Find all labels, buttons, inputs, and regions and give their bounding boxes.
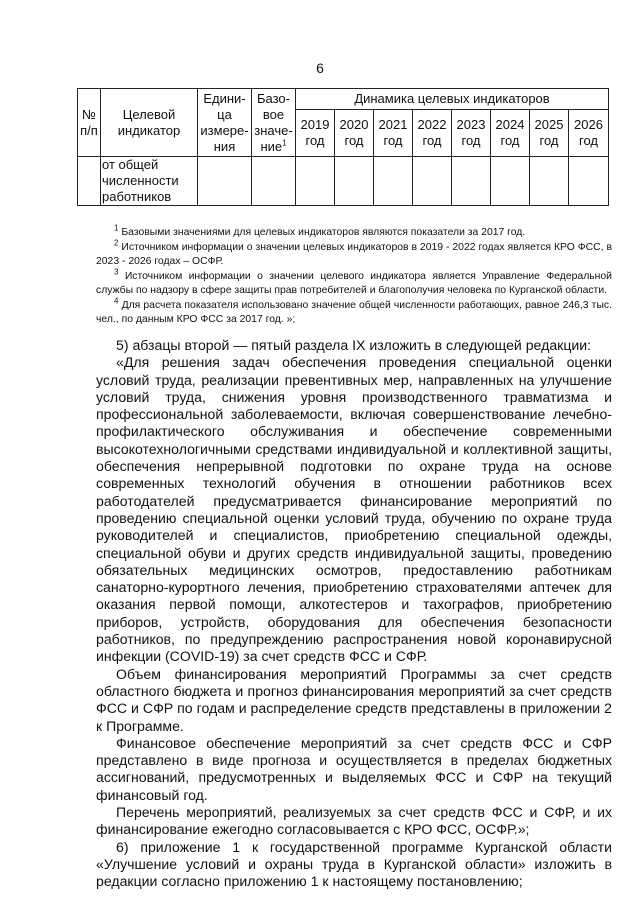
header-year: 2025 год [530,110,569,157]
footnote [96,296,612,328]
header-num: № п/п [78,89,101,157]
header-year: 2019 год [296,110,335,157]
page-number: 6 [316,60,324,76]
row-value [530,157,569,206]
row-value [296,157,335,206]
footnote-text: Источником информации о значении целевых индикаторов в 2019 - 2022 годах является КРО ФСС, в 2023 - 2026 годах – ОСФР. [96,241,612,267]
header-indicator: Целевой индикатор [101,89,198,157]
footnote-marker: 1 [114,223,119,233]
footnote-marker: 2 [114,238,119,248]
footnote-marker: 3 [114,267,119,277]
row-num [78,157,101,206]
footnote-text: Базовыми значениями для целевых индикаторов являются показатели за 2017 год. [118,227,526,238]
row-unit [198,157,252,206]
row-base [252,157,296,206]
row-value [335,157,374,206]
paragraph: 6) приложение 1 к государственной программе Курганской области «Улучшение условий и охраны труда в Курганской области» изложить в редакции согласно приложению 1 к настоящему постановлению; [96,838,612,890]
footnotes [96,223,612,328]
row-value [374,157,413,206]
document-body [96,337,612,891]
paragraph: Финансовое обеспечение мероприятий за счет средств ФСС и СФР представлено в виде прогноза и осуществляется в пределах бюджетных ассигнований, предусмотренных и выделяемых ФСС и СФР на текущий финансовый год. [96,734,612,803]
header-unit: Едини-ца измере-ния [198,89,252,157]
header-year: 2021 год [374,110,413,157]
paragraph: Перечень мероприятий, реализуемых за счет средств ФСС и СФР, и их финансирование ежегодно согласовывается с КРО ФСС, ОСФР.»; [96,804,612,838]
header-dynamics: Динамика целевых индикаторов [296,89,609,110]
row-value [569,157,609,206]
paragraph: Объем финансирования мероприятий Программы за счет средств областного бюджета и прогноз финансирования мероприятий за счет средств ФСС и СФР по годам и распределение средств представлены в приложении 2 к Программе. [96,665,612,734]
footnote [96,267,612,299]
row-indicator: от общей численности работников [101,157,198,206]
table-row [78,157,609,206]
header-base-label: Базо-вое значе-ние [254,90,293,154]
paragraph: «Для решения задач обеспечения проведения специальной оценки условий труда, реализации превентивных мер, направленных на улучшение условий труда, снижения уровня производственного травматизма и профессиональной заболеваемости, включая совершенствование лечебно-профилактического обслуживания и обеспечение современными высокотехнологичными средствами индивидуальной и коллективной защиты, обеспечения непрерывной подготовки по охране труда на основе современных технологий обучения в отношении работников всех работодателей предусматривается финансирование мероприятий по проведению специальной оценки условий труда, обучению по охране труда руководителей и специалистов, приобретению специальной одежды, специальной обуви и других средств индивидуальной защиты, проведению обязательных медицинских осмотров, предоставлению работникам санаторно-курортного лечения, приобретению страхователями аптечек для оказания первой помощи, алкотестеров и тахографов, приобретению приборов, устройств, оборудования для обеспечения безопасности работников, по предупреждению распространения новой коронавирусной инфекции (COVID-19) за счет средств ФСС и СФР. [96,354,612,665]
row-value [491,157,530,206]
row-value [452,157,491,206]
header-year: 2020 год [335,110,374,157]
header-year: 2022 год [413,110,452,157]
header-year: 2026 год [569,110,609,157]
footnote-text: Для расчета показателя использовано значение общей численности работающих, равное 246,3 тыс. чел., по данным КРО ФСС за 2017 год. »; [96,299,612,325]
header-base [252,89,296,157]
indicators-table [77,88,609,206]
header-base-footnote: 1 [282,138,287,148]
footnote-marker: 4 [114,296,119,306]
header-year: 2024 год [491,110,530,157]
row-value [413,157,452,206]
footnote [96,238,612,270]
header-year: 2023 год [452,110,491,157]
footnote [96,223,612,241]
paragraph: 5) абзацы второй — пятый раздела IX изложить в следующей редакции: [116,337,592,353]
footnote-text: Источником информации о значении целевого индикатора является Управление Федеральной службы по надзору в сфере защиты прав потребителей и благополучия человека по Курганской области. [96,270,612,296]
